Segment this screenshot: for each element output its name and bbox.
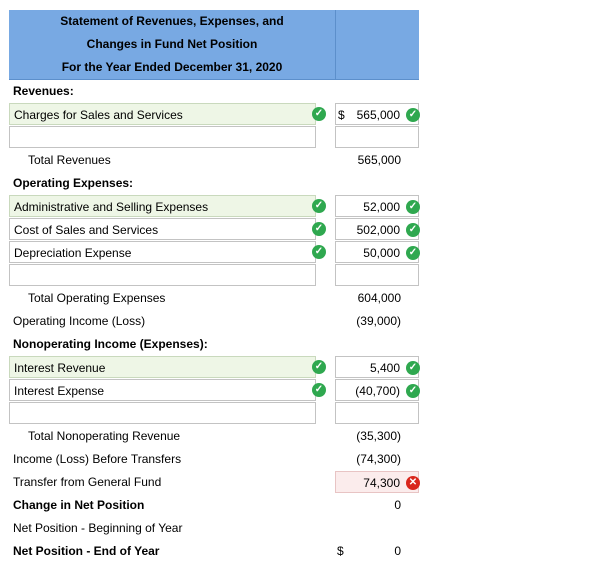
statement-row: [9, 103, 419, 126]
row-amount-cell[interactable]: [335, 126, 419, 148]
row-label: Total Operating Expenses: [28, 291, 166, 305]
row-label-cell[interactable]: [9, 356, 316, 378]
row-label-cell: [9, 540, 316, 562]
statement-row: [9, 540, 419, 563]
row-label-cell: [9, 471, 316, 493]
statement-row: [9, 448, 419, 471]
row-status-cell: [316, 264, 335, 286]
row-label-cell: [9, 425, 316, 447]
statement-row: [9, 195, 419, 218]
row-amount-cell[interactable]: [335, 471, 419, 493]
check-icon: ✓: [312, 222, 326, 236]
row-amount: (39,000): [356, 314, 401, 328]
statement-row: [9, 471, 419, 494]
row-label: Income (Loss) Before Transfers: [13, 452, 182, 466]
statement-row: [9, 425, 419, 448]
row-status-cell: [316, 356, 335, 378]
row-amount-cell[interactable]: [335, 379, 419, 401]
row-label-cell: [9, 149, 316, 171]
row-label-cell[interactable]: [9, 218, 316, 240]
row-label: Transfer from General Fund: [13, 475, 162, 489]
row-amount-cell: [335, 540, 419, 562]
row-status-cell: [316, 494, 335, 516]
row-label-cell[interactable]: [9, 402, 316, 424]
row-status-cell: [316, 195, 335, 217]
statement-row: [9, 241, 419, 264]
statement-subtitle-row: [9, 33, 419, 56]
row-status-cell: [316, 287, 335, 309]
check-icon: ✓: [406, 108, 420, 122]
row-label-cell: [9, 172, 316, 194]
row-label: Net Position - End of Year: [13, 544, 160, 558]
statement-subtitle: Changes in Fund Net Position: [86, 37, 258, 51]
row-label-cell: [9, 310, 316, 332]
check-icon: ✓: [406, 361, 420, 375]
row-amount: (35,300): [356, 429, 401, 443]
row-amount-cell[interactable]: [335, 103, 419, 125]
check-icon: ✓: [406, 200, 420, 214]
header-divider: [335, 10, 336, 33]
row-label: Net Position - Beginning of Year: [13, 521, 183, 535]
row-label-cell[interactable]: [9, 103, 316, 125]
row-label: Interest Revenue: [14, 361, 106, 375]
row-amount: (40,700): [355, 384, 400, 398]
header-divider: [335, 56, 336, 79]
row-status-cell: [316, 379, 335, 401]
statement-row: [9, 517, 419, 540]
row-label-cell[interactable]: [9, 195, 316, 217]
row-amount-cell: [335, 287, 419, 309]
statement-row: [9, 310, 419, 333]
statement-row: [9, 287, 419, 310]
row-amount: 50,000: [363, 246, 400, 260]
statement-row: [9, 218, 419, 241]
row-label: Revenues:: [13, 84, 74, 98]
statement-row: [9, 126, 419, 149]
row-amount-cell: [335, 149, 419, 171]
row-amount: 52,000: [363, 200, 400, 214]
statement-row: [9, 333, 419, 356]
row-label: Interest Expense: [14, 384, 105, 398]
check-icon: ✓: [312, 199, 326, 213]
row-amount: (74,300): [356, 452, 401, 466]
row-label: Total Nonoperating Revenue: [28, 429, 181, 443]
row-status-cell: [316, 310, 335, 332]
row-label-cell[interactable]: [9, 379, 316, 401]
row-amount-cell: [335, 333, 419, 355]
row-label-cell: [9, 80, 316, 102]
row-label: Depreciation Expense: [14, 246, 132, 260]
row-label: Operating Income (Loss): [13, 314, 146, 328]
row-amount: 565,000: [356, 108, 400, 122]
row-label: Change in Net Position: [13, 498, 145, 512]
row-amount: 5,400: [369, 361, 400, 375]
row-amount-cell: [335, 172, 419, 194]
row-label: Nonoperating Income (Expenses):: [13, 337, 208, 351]
check-icon: ✓: [312, 107, 326, 121]
row-amount-cell[interactable]: [335, 264, 419, 286]
statement-row: [9, 80, 419, 103]
dollar-sign: $: [337, 544, 344, 558]
row-status-cell: [316, 126, 335, 148]
row-amount-cell: [335, 448, 419, 470]
statement-title-row: [9, 10, 419, 33]
row-label: Total Revenues: [28, 153, 111, 167]
error-x-icon: ✕: [406, 476, 420, 490]
row-label: Cost of Sales and Services: [14, 223, 159, 237]
check-icon: ✓: [406, 384, 420, 398]
row-label-cell[interactable]: [9, 264, 316, 286]
row-amount-cell[interactable]: [335, 356, 419, 378]
row-amount-cell: [335, 80, 419, 102]
statement-title: Statement of Revenues, Expenses, and: [60, 14, 284, 28]
statement-row: [9, 379, 419, 402]
row-amount: 0: [394, 544, 401, 558]
row-status-cell: [316, 425, 335, 447]
row-status-cell: [316, 103, 335, 125]
row-amount: 565,000: [357, 153, 401, 167]
check-icon: ✓: [312, 360, 326, 374]
statement-row: [9, 494, 419, 517]
statement-row: [9, 149, 419, 172]
row-amount-cell[interactable]: [335, 241, 419, 263]
row-label: Administrative and Selling Expenses: [14, 200, 209, 214]
row-amount: 0: [394, 498, 401, 512]
row-label: Operating Expenses:: [13, 176, 134, 190]
row-amount-cell: [335, 310, 419, 332]
row-amount-cell: [335, 517, 419, 539]
statement-row: [9, 356, 419, 379]
header-divider: [335, 33, 336, 56]
row-label-cell: [9, 287, 316, 309]
check-icon: ✓: [312, 245, 326, 259]
row-amount-cell[interactable]: [335, 195, 419, 217]
row-amount-cell[interactable]: [335, 402, 419, 424]
check-icon: ✓: [312, 383, 326, 397]
statement-period-row: [9, 56, 419, 79]
row-status-cell: [316, 80, 335, 102]
statement-row: [9, 172, 419, 195]
row-status-cell: [316, 448, 335, 470]
check-icon: ✓: [406, 246, 420, 260]
row-amount: 502,000: [356, 223, 400, 237]
statement-row: [9, 264, 419, 287]
statement-row: [9, 402, 419, 425]
row-status-cell: [316, 471, 335, 493]
row-status-cell: [316, 241, 335, 263]
dollar-sign: $: [338, 108, 345, 122]
statement-period: For the Year Ended December 31, 2020: [61, 60, 283, 74]
row-status-cell: [316, 517, 335, 539]
row-label-cell: [9, 333, 316, 355]
row-amount: 74,300: [363, 476, 400, 490]
row-label-cell: [9, 448, 316, 470]
check-icon: ✓: [406, 223, 420, 237]
row-amount-cell[interactable]: [335, 218, 419, 240]
row-status-cell: [316, 218, 335, 240]
row-status-cell: [316, 540, 335, 562]
row-status-cell: [316, 333, 335, 355]
row-status-cell: [316, 402, 335, 424]
row-label-cell[interactable]: [9, 126, 316, 148]
row-amount-cell: [335, 494, 419, 516]
row-status-cell: [316, 172, 335, 194]
row-label-cell[interactable]: [9, 241, 316, 263]
row-label-cell: [9, 494, 316, 516]
row-label: Charges for Sales and Services: [14, 108, 183, 122]
row-label-cell: [9, 517, 316, 539]
row-status-cell: [316, 149, 335, 171]
row-amount: 604,000: [357, 291, 401, 305]
row-amount-cell: [335, 425, 419, 447]
